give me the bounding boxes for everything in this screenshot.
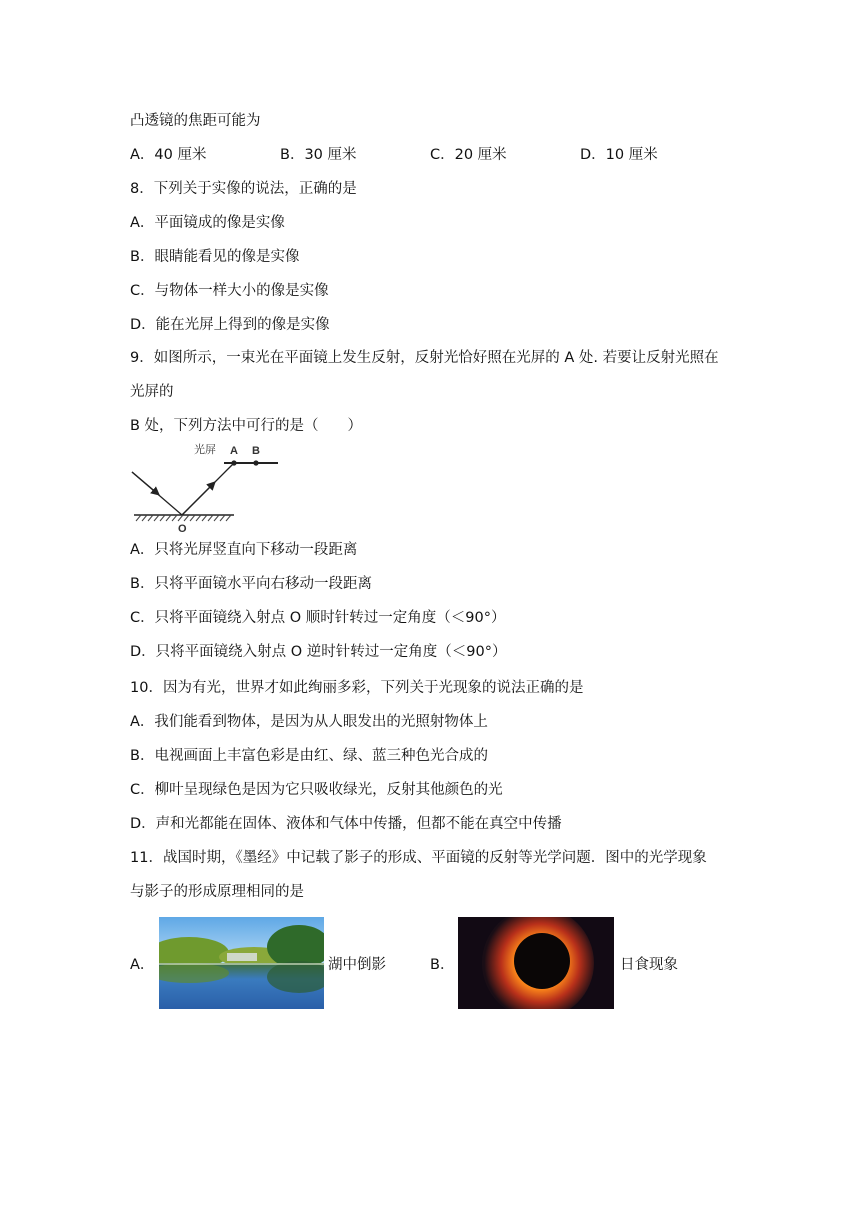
incident-arrow [132,472,158,494]
mirror-hatching [136,515,231,521]
point-a-label: A [230,445,238,457]
q9-stem-line3: B 处，下列方法中可行的是（ ） [130,418,363,434]
point-b-dot [253,460,258,465]
q7-option-c: C．20 厘米 [430,147,507,163]
q7-option-d: D．10 厘米 [580,147,658,163]
q7-option-b: B．30 厘米 [280,147,357,163]
q9-option-b: B．只将平面镜水平向右移动一段距离 [130,576,372,592]
q10-option-d: D．声和光都能在固体、液体和气体中传播，但都不能在真空中传播 [130,816,562,832]
q10-option-c: C．柳叶呈现绿色是因为它只吸收绿光，反射其他颜色的光 [130,782,503,798]
point-b-label: B [252,445,260,457]
q9-stem-line2: 光屏的 [130,384,174,400]
q11-stem-line2: 与影子的形成原理相同的是 [130,884,304,900]
q8-option-b: B．眼睛能看见的像是实像 [130,249,300,265]
q9-stem-line1: 9．如图所示，一束光在平面镜上发生反射，反射光恰好照在光屏的 A 处. 若要让反射光照在 [130,350,719,366]
q10-option-a: A．我们能看到物体，是因为从人眼发出的光照射物体上 [130,714,488,730]
lake-reflection-photo [159,917,324,1009]
q11-option-b-letter: B． [430,957,455,973]
reflection-diagram [128,438,288,534]
q10-option-b: B．电视画面上丰富色彩是由红、绿、蓝三种色光合成的 [130,748,488,764]
q9-option-a: A．只将光屏竖直向下移动一段距离 [130,542,358,558]
q7-stem-tail: 凸透镜的焦距可能为 [130,113,261,129]
q7-option-a: A．40 厘米 [130,147,207,163]
point-o-label: O [178,523,187,534]
q8-option-d: D．能在光屏上得到的像是实像 [130,317,330,333]
q8-stem: 8．下列关于实像的说法，正确的是 [130,181,357,197]
q8-option-c: C．与物体一样大小的像是实像 [130,283,329,299]
q10-stem: 10．因为有光，世界才如此绚丽多彩，下列关于光现象的说法正确的是 [130,680,584,696]
q11-option-a-caption: 湖中倒影 [328,957,386,973]
reflected-arrow [182,483,214,515]
q11-option-a-letter: A． [130,957,155,973]
screen-label: 光屏 [194,444,216,456]
q8-option-a: A．平面镜成的像是实像 [130,215,285,231]
solar-eclipse-photo [458,917,614,1009]
q9-option-c: C．只将平面镜绕入射点 O 顺时针转过一定角度（＜90°） [130,610,506,626]
q9-option-d: D．只将平面镜绕入射点 O 逆时针转过一定角度（＜90°） [130,644,507,660]
q11-stem-line1: 11．战国时期，《墨经》中记载了影子的形成、平面镜的反射等光学问题．图中的光学现象 [130,850,707,866]
q11-option-b-caption: 日食现象 [620,957,678,973]
